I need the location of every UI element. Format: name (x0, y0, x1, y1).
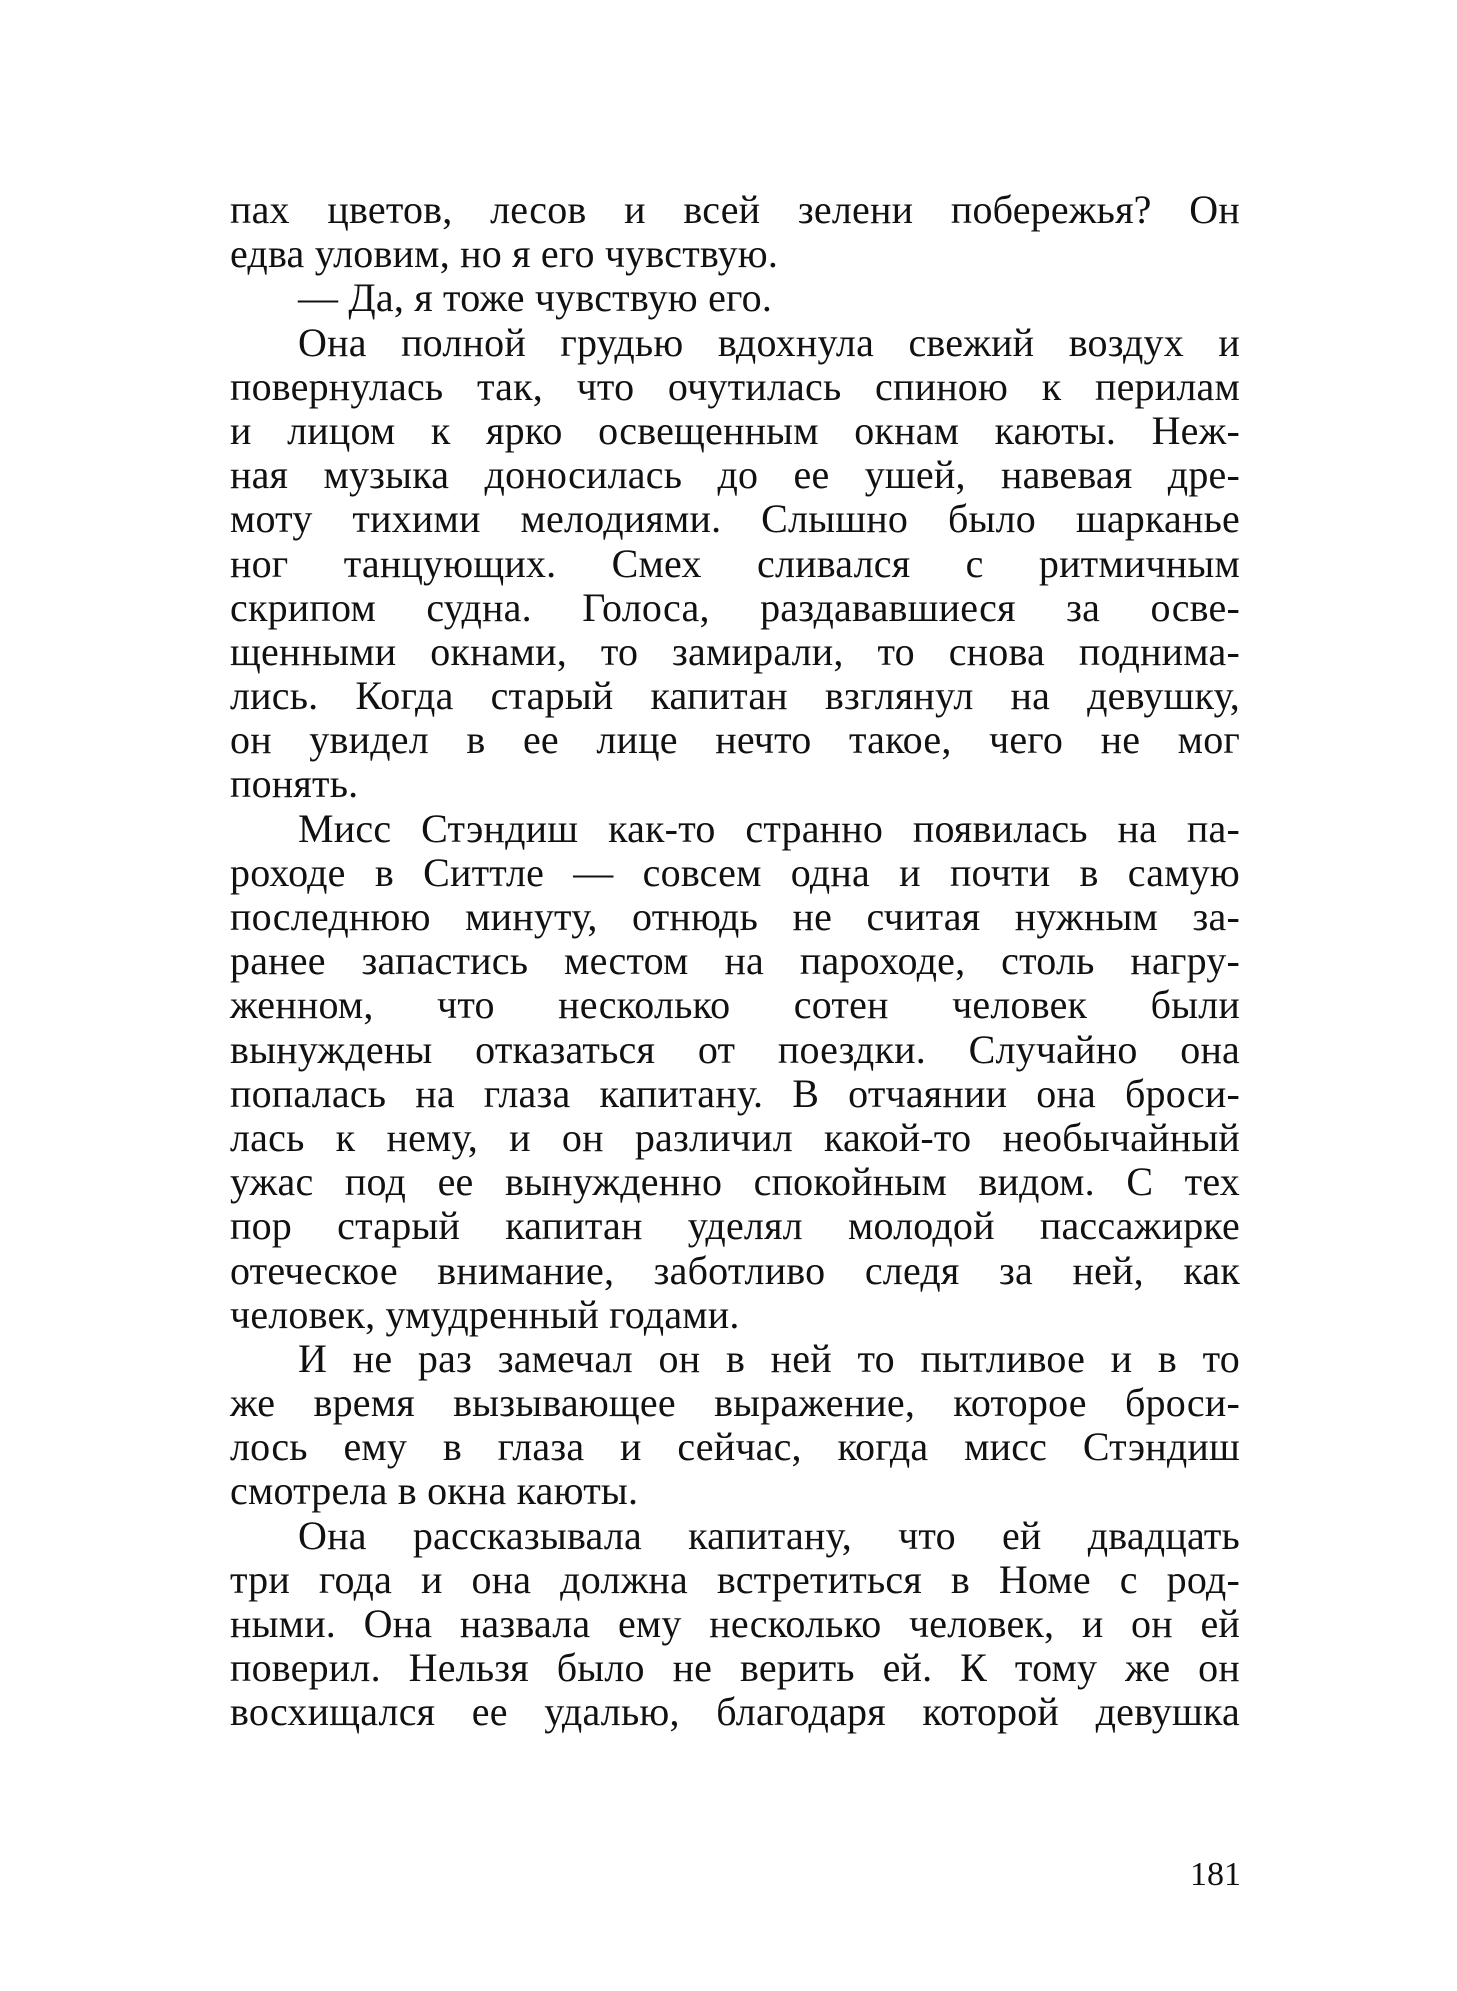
text-line: лись. Когда старый капитан взглянул на девушку, (230, 673, 1240, 719)
text-line: повернулась так, что очутилась спиною к перилам (230, 363, 1240, 409)
text-line: пор старый капитан уделял молодой пассажирке (230, 1203, 1240, 1249)
text-line: женном, что несколько сотен человек были (230, 982, 1240, 1028)
text-line: — Да, я тоже чувствую его. (298, 275, 773, 321)
text-line: скрипом судна. Голоса, раздававшиеся за осве- (230, 584, 1240, 630)
text-line: едва уловим, но я его чувствую. (230, 231, 779, 277)
text-line: смотрела в окна каюты. (230, 1468, 639, 1514)
paragraph (230, 807, 1240, 1337)
text-line: лось ему в глаза и сейчас, когда мисс Стэндиш (230, 1424, 1240, 1470)
text-line: поверил. Нельзя было не верить ей. К тому же он (230, 1645, 1240, 1691)
text-line: моту тихими мелодиями. Слышно было шарканье (230, 496, 1240, 542)
text-line: попалась на глаза капитану. В отчаянии она броси- (230, 1070, 1240, 1116)
text-line: он увидел в ее лице нечто такое, чего не мог (230, 717, 1240, 763)
text-line: ранее запастись местом на пароходе, столь нагру- (230, 938, 1240, 984)
paragraph (230, 1337, 1240, 1514)
paragraph (230, 276, 1240, 320)
text-line: лась к нему, и он различил какой-то необычайный (230, 1114, 1240, 1160)
text-line: ными. Она назвала ему несколько человек, и он ей (230, 1601, 1240, 1646)
paragraph (230, 321, 1240, 807)
text-line: понять. (230, 761, 359, 807)
text-line: щенными окнами, то замирали, то снова поднима- (230, 628, 1240, 674)
text-line: Она рассказывала капитану, что ей двадцать (298, 1512, 1240, 1558)
text-line: человек, умудренный годами. (230, 1291, 740, 1337)
text-line: три года и она должна встретиться в Номе с род- (230, 1556, 1240, 1602)
text-line: Она полной грудью вдохнула свежий воздух и (298, 319, 1240, 365)
text-line: Мисс Стэндиш как-то странно появилась на па- (298, 805, 1240, 851)
text-line: последнюю минуту, отнюдь не считая нужным за- (230, 894, 1240, 939)
text-line: ная музыка доносилась до ее ушей, навевая дре- (230, 452, 1240, 498)
text-line: вынуждены отказаться от поездки. Случайно она (230, 1026, 1240, 1072)
text-line: пах цветов, лесов и всей зелени побережья? Он (230, 187, 1240, 232)
text-line: И не раз замечал он в ней то пытливое и в то (298, 1335, 1240, 1381)
paragraph (230, 1514, 1240, 1735)
book-page-text (230, 188, 1240, 1735)
page-number: 181 (1190, 1856, 1241, 1893)
text-line: восхищался ее удалью, благодаря которой девушка (230, 1689, 1240, 1735)
text-line: и лицом к ярко освещенным окнам каюты. Неж- (230, 407, 1240, 453)
text-line: ужас под ее вынужденно спокойным видом. С тех (230, 1159, 1240, 1205)
text-line: отеческое внимание, заботливо следя за ней, как (230, 1247, 1240, 1293)
paragraph (230, 188, 1240, 276)
text-line: роходе в Ситтле — совсем одна и почти в самую (230, 849, 1240, 895)
text-line: ног танцующих. Смех сливался с ритмичным (230, 540, 1240, 586)
text-line: же время вызывающее выражение, которое броси- (230, 1380, 1240, 1426)
